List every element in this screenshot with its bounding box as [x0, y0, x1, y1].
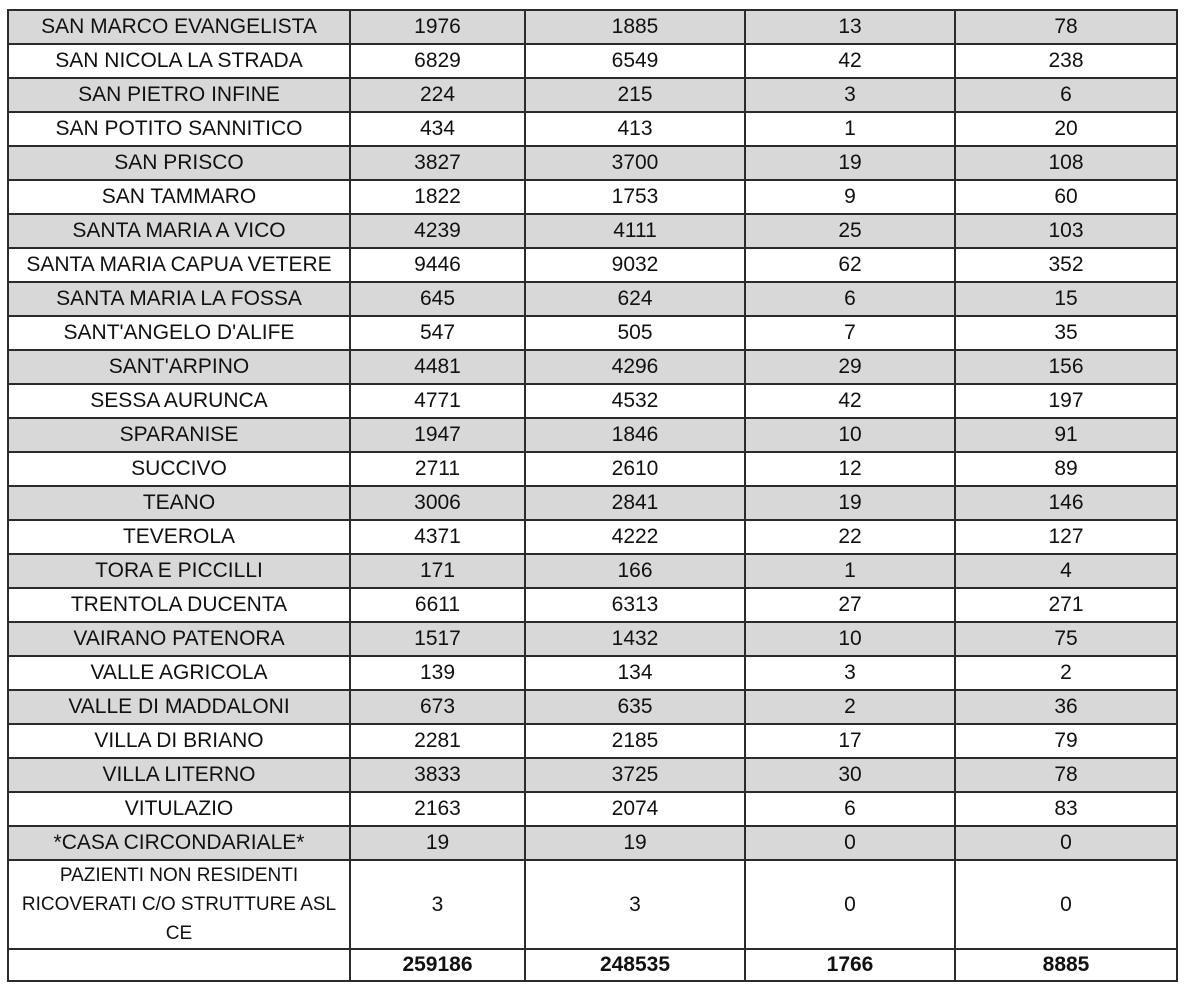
municipality-name: SAN NICOLA LA STRADA: [8, 44, 350, 78]
value-col-3: 6: [745, 282, 955, 316]
value-col-4: 0: [955, 826, 1177, 860]
value-col-4: 20: [955, 112, 1177, 146]
value-col-4: 2: [955, 656, 1177, 690]
value-col-2: 9032: [525, 248, 745, 282]
value-col-1: 2281: [350, 724, 525, 758]
table-row: [8, 180, 1177, 214]
value-col-1: 2163: [350, 792, 525, 826]
municipality-name: VILLA LITERNO: [8, 758, 350, 792]
value-col-2: 215: [525, 78, 745, 112]
value-col-1: 9446: [350, 248, 525, 282]
municipality-name: VALLE AGRICOLA: [8, 656, 350, 690]
table-row: [8, 10, 1177, 44]
value-col-4: 103: [955, 214, 1177, 248]
value-col-2: 3700: [525, 146, 745, 180]
value-col-1: 3833: [350, 758, 525, 792]
total-col-4: 8885: [955, 949, 1177, 981]
value-col-4: 127: [955, 520, 1177, 554]
value-col-2: 4222: [525, 520, 745, 554]
value-col-1: 4481: [350, 350, 525, 384]
value-col-2: 2610: [525, 452, 745, 486]
value-col-1: 3827: [350, 146, 525, 180]
value-col-2: 2185: [525, 724, 745, 758]
value-col-3: 17: [745, 724, 955, 758]
value-col-3: 12: [745, 452, 955, 486]
value-col-4: 4: [955, 554, 1177, 588]
value-col-1: 673: [350, 690, 525, 724]
value-col-4: 79: [955, 724, 1177, 758]
table-row: [8, 112, 1177, 146]
municipality-name: VITULAZIO: [8, 792, 350, 826]
value-col-2: 1846: [525, 418, 745, 452]
value-col-2: 166: [525, 554, 745, 588]
value-col-3: 2: [745, 690, 955, 724]
value-col-2: 6549: [525, 44, 745, 78]
value-col-4: 0: [955, 860, 1177, 949]
value-col-1: 547: [350, 316, 525, 350]
municipality-name: SANT'ANGELO D'ALIFE: [8, 316, 350, 350]
value-col-1: 3: [350, 860, 525, 949]
municipality-name: SAN POTITO SANNITICO: [8, 112, 350, 146]
value-col-4: 36: [955, 690, 1177, 724]
table-row: [8, 248, 1177, 282]
value-col-1: 2711: [350, 452, 525, 486]
municipality-name: TEVEROLA: [8, 520, 350, 554]
value-col-2: 1753: [525, 180, 745, 214]
value-col-3: 27: [745, 588, 955, 622]
value-col-2: 19: [525, 826, 745, 860]
value-col-4: 91: [955, 418, 1177, 452]
municipality-name: SUCCIVO: [8, 452, 350, 486]
value-col-1: 434: [350, 112, 525, 146]
value-col-1: 4239: [350, 214, 525, 248]
value-col-2: 4111: [525, 214, 745, 248]
value-col-2: 3: [525, 860, 745, 949]
table-row: [8, 554, 1177, 588]
data-table-container: [7, 9, 1176, 982]
value-col-3: 22: [745, 520, 955, 554]
value-col-1: 1517: [350, 622, 525, 656]
municipality-name: SPARANISE: [8, 418, 350, 452]
totals-label: [8, 949, 350, 981]
table-row: [8, 758, 1177, 792]
value-col-3: 3: [745, 78, 955, 112]
municipality-name: SAN PIETRO INFINE: [8, 78, 350, 112]
value-col-3: 7: [745, 316, 955, 350]
value-col-2: 3725: [525, 758, 745, 792]
value-col-1: 1976: [350, 10, 525, 44]
value-col-4: 108: [955, 146, 1177, 180]
municipality-name: VAIRANO PATENORA: [8, 622, 350, 656]
value-col-3: 10: [745, 622, 955, 656]
value-col-2: 2841: [525, 486, 745, 520]
value-col-2: 6313: [525, 588, 745, 622]
table-row: [8, 316, 1177, 350]
value-col-3: 19: [745, 146, 955, 180]
value-col-3: 25: [745, 214, 955, 248]
value-col-1: 1947: [350, 418, 525, 452]
value-col-2: 4296: [525, 350, 745, 384]
total-col-1: 259186: [350, 949, 525, 981]
table-row: [8, 690, 1177, 724]
municipality-name: SANTA MARIA CAPUA VETERE: [8, 248, 350, 282]
municipality-table: [7, 9, 1178, 982]
value-col-2: 1885: [525, 10, 745, 44]
value-col-1: 171: [350, 554, 525, 588]
value-col-1: 1822: [350, 180, 525, 214]
value-col-1: 139: [350, 656, 525, 690]
municipality-name: SAN MARCO EVANGELISTA: [8, 10, 350, 44]
table-row: [8, 146, 1177, 180]
table-row: [8, 520, 1177, 554]
value-col-4: 35: [955, 316, 1177, 350]
value-col-1: 3006: [350, 486, 525, 520]
value-col-4: 75: [955, 622, 1177, 656]
municipality-name: PAZIENTI NON RESIDENTI RICOVERATI C/O STRUTTURE ASL CE: [8, 860, 350, 949]
value-col-2: 4532: [525, 384, 745, 418]
table-row: [8, 418, 1177, 452]
table-row: [8, 622, 1177, 656]
value-col-4: 238: [955, 44, 1177, 78]
value-col-4: 352: [955, 248, 1177, 282]
value-col-4: 156: [955, 350, 1177, 384]
value-col-3: 9: [745, 180, 955, 214]
value-col-3: 3: [745, 656, 955, 690]
value-col-2: 2074: [525, 792, 745, 826]
value-col-1: 645: [350, 282, 525, 316]
municipality-name: VILLA DI BRIANO: [8, 724, 350, 758]
value-col-1: 4771: [350, 384, 525, 418]
municipality-name: SANTA MARIA A VICO: [8, 214, 350, 248]
value-col-4: 15: [955, 282, 1177, 316]
table-row: [8, 384, 1177, 418]
table-row: [8, 724, 1177, 758]
totals-row: [8, 949, 1177, 981]
municipality-name: SAN TAMMARO: [8, 180, 350, 214]
municipality-name: SESSA AURUNCA: [8, 384, 350, 418]
table-row: [8, 452, 1177, 486]
value-col-2: 635: [525, 690, 745, 724]
value-col-3: 0: [745, 826, 955, 860]
value-col-3: 1: [745, 112, 955, 146]
value-col-4: 78: [955, 10, 1177, 44]
municipality-name: TEANO: [8, 486, 350, 520]
municipality-name: SANT'ARPINO: [8, 350, 350, 384]
value-col-4: 78: [955, 758, 1177, 792]
table-row: [8, 282, 1177, 316]
table-row: [8, 350, 1177, 384]
value-col-3: 19: [745, 486, 955, 520]
value-col-1: 4371: [350, 520, 525, 554]
value-col-4: 197: [955, 384, 1177, 418]
value-col-4: 6: [955, 78, 1177, 112]
table-row: [8, 826, 1177, 860]
table-row: [8, 656, 1177, 690]
municipality-name: TORA E PICCILLI: [8, 554, 350, 588]
value-col-2: 1432: [525, 622, 745, 656]
value-col-1: 224: [350, 78, 525, 112]
value-col-3: 42: [745, 384, 955, 418]
municipality-name: SAN PRISCO: [8, 146, 350, 180]
table-row: [8, 78, 1177, 112]
value-col-3: 29: [745, 350, 955, 384]
value-col-3: 0: [745, 860, 955, 949]
value-col-3: 6: [745, 792, 955, 826]
value-col-4: 83: [955, 792, 1177, 826]
value-col-3: 13: [745, 10, 955, 44]
value-col-2: 624: [525, 282, 745, 316]
value-col-4: 60: [955, 180, 1177, 214]
municipality-name: SANTA MARIA LA FOSSA: [8, 282, 350, 316]
value-col-3: 62: [745, 248, 955, 282]
table-row: [8, 792, 1177, 826]
value-col-3: 10: [745, 418, 955, 452]
value-col-1: 6611: [350, 588, 525, 622]
value-col-1: 6829: [350, 44, 525, 78]
table-row: [8, 44, 1177, 78]
municipality-name: *CASA CIRCONDARIALE*: [8, 826, 350, 860]
value-col-2: 413: [525, 112, 745, 146]
table-row: [8, 214, 1177, 248]
value-col-4: 271: [955, 588, 1177, 622]
value-col-2: 505: [525, 316, 745, 350]
value-col-4: 146: [955, 486, 1177, 520]
total-col-2: 248535: [525, 949, 745, 981]
table-row: [8, 588, 1177, 622]
value-col-3: 30: [745, 758, 955, 792]
value-col-2: 134: [525, 656, 745, 690]
value-col-4: 89: [955, 452, 1177, 486]
table-row: [8, 860, 1177, 949]
value-col-3: 1: [745, 554, 955, 588]
table-row: [8, 486, 1177, 520]
value-col-3: 42: [745, 44, 955, 78]
value-col-1: 19: [350, 826, 525, 860]
municipality-name: TRENTOLA DUCENTA: [8, 588, 350, 622]
municipality-name: VALLE DI MADDALONI: [8, 690, 350, 724]
total-col-3: 1766: [745, 949, 955, 981]
